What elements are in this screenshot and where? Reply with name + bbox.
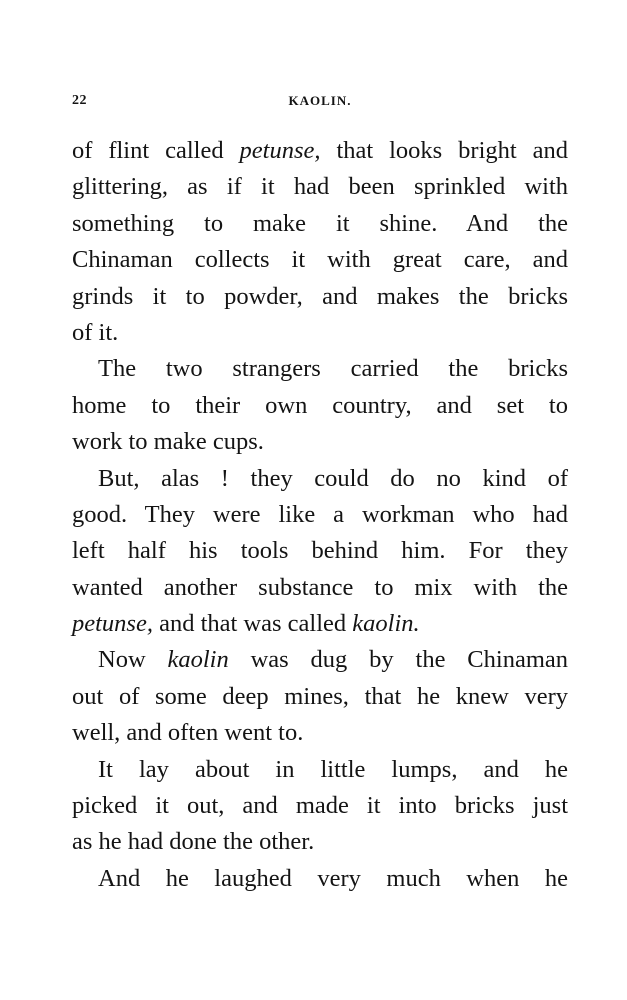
text-line: work to make cups. — [72, 428, 264, 456]
paragraph — [72, 642, 568, 751]
text-line: out of some deep mines, that he knew very — [72, 682, 568, 710]
text-line: picked it out, and made it into bricks just — [72, 792, 568, 820]
italic-term: kaolin. — [352, 610, 420, 638]
text-line: But, alas ! they could do no kind of — [98, 464, 568, 492]
text-line: good. They were like a workman who had — [72, 500, 568, 528]
paragraph — [72, 752, 568, 861]
text-line: left half his tools behind him. For they — [72, 537, 568, 565]
paragraph — [72, 861, 568, 897]
text-line: And he laughed very much when he — [98, 864, 568, 892]
running-head — [72, 93, 568, 113]
text-line: wanted another substance to mix with the — [72, 573, 568, 601]
text-line: It lay about in little lumps, and he — [98, 755, 568, 783]
italic-term: petunse, — [72, 610, 153, 638]
text-line: grinds it to powder, and makes the bricks — [72, 282, 568, 310]
text-line: glittering, as if it had been sprinkled with — [72, 173, 568, 201]
text-line: something to make it shine. And the — [72, 209, 568, 237]
italic-term: petunse, — [239, 137, 321, 164]
text-line: The two strangers carried the bricks — [98, 355, 568, 383]
text-line: as he had done the other. — [72, 828, 315, 856]
paragraph — [72, 461, 568, 643]
text-line: Chinaman collects it with great care, and — [72, 246, 568, 274]
text-line: well, and often went to. — [72, 719, 304, 747]
paragraph — [72, 133, 568, 351]
text-line: home to their own country, and set to — [72, 391, 568, 419]
running-title: KAOLIN. — [288, 93, 352, 108]
italic-term: kaolin — [167, 646, 229, 674]
body-text — [72, 133, 568, 897]
text-line: of it. — [72, 318, 119, 346]
text-line: petunse, and that was called kaolin. — [72, 610, 420, 638]
text-line: of flint called petunse, that looks bright and — [72, 137, 568, 164]
text-line: Now kaolin was dug by the Chinaman — [98, 646, 568, 674]
paragraph — [72, 351, 568, 460]
page-number: 22 — [72, 93, 87, 108]
